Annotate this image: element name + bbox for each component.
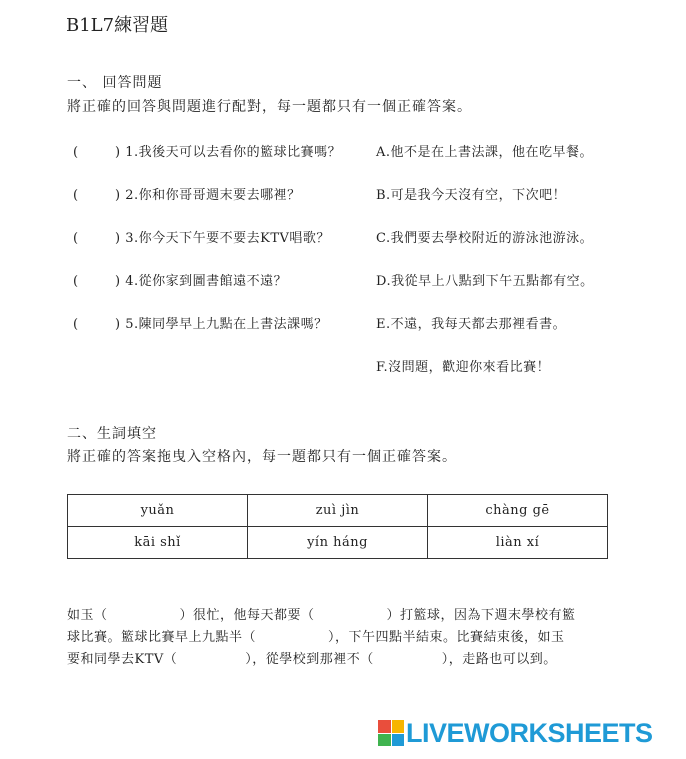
- passage-text: 要和同學去KTV（: [67, 652, 178, 667]
- question-4-text: 4.從你家到圖書館遠不遠？: [125, 274, 288, 289]
- section2-heading: 二、生詞填空: [67, 426, 157, 442]
- answer-slot-2-open[interactable]: (: [73, 188, 79, 203]
- answer-slot-5-open[interactable]: (: [73, 317, 79, 332]
- question-2: [73, 184, 301, 203]
- passage-line-3: [67, 648, 557, 667]
- question-1-text: 1.我後天可以去看你的籃球比賽嗎？: [125, 145, 342, 160]
- section1-heading: 一、 回答問題: [67, 75, 163, 91]
- logo-mark-icon: [378, 720, 404, 746]
- logo-square: [392, 734, 405, 747]
- logo-text: LIVEWORKSHEETS: [406, 717, 653, 748]
- word-bank-table: [67, 494, 608, 559]
- word-bank-item[interactable]: chàng gē: [428, 495, 608, 527]
- answer-slot-4-close: ): [115, 274, 121, 289]
- passage-text: ），走路也可以到。: [441, 652, 557, 667]
- question-4: [73, 270, 287, 289]
- answer-slot-5-close: ): [115, 317, 121, 332]
- passage-text: 球比賽。籃球比賽早上九點半（: [67, 630, 257, 645]
- passage-text: ），下午四點半結束。比賽結束後，如玉: [328, 630, 565, 645]
- word-bank-item[interactable]: yín háng: [248, 527, 428, 559]
- word-bank-row: [68, 495, 608, 527]
- word-bank-item[interactable]: liàn xí: [428, 527, 608, 559]
- liveworksheets-logo: [378, 718, 653, 748]
- question-5: [73, 313, 328, 332]
- answer-a: A.他不是在上書法課，他在吃早餐。: [376, 145, 594, 160]
- question-3-text: 3.你今天下午要不要去KTV唱歌？: [125, 231, 330, 246]
- passage-line-1: [67, 604, 576, 623]
- passage-text: ），從學校到那裡不（: [245, 652, 374, 667]
- answer-slot-3-open[interactable]: (: [73, 231, 79, 246]
- question-5-text: 5.陳同學早上九點在上書法課嗎？: [125, 317, 328, 332]
- answer-slot-1-close: ): [115, 145, 121, 160]
- passage-text: ）打籃球，因為下週末學校有籃: [386, 608, 576, 623]
- answer-e: E.不遠，我每天都去那裡看書。: [376, 317, 567, 332]
- answer-slot-3-close: ): [115, 231, 121, 246]
- passage-text: ）很忙，他每天都要（: [179, 608, 315, 623]
- section1-instruction: 將正確的回答與問題進行配對，每一題都只有一個正確答案。: [67, 99, 472, 115]
- question-3: [73, 227, 330, 246]
- question-1: [73, 141, 341, 160]
- word-bank-item[interactable]: kāi shǐ: [68, 527, 248, 559]
- answer-d: D.我從早上八點到下午五點都有空。: [376, 274, 594, 289]
- passage-line-2: [67, 626, 565, 645]
- word-bank-item[interactable]: zuì jìn: [248, 495, 428, 527]
- section2-instruction: 將正確的答案拖曳入空格內，每一題都只有一個正確答案。: [67, 449, 457, 465]
- answer-b: B.可是我今天沒有空，下次吧！: [376, 188, 567, 203]
- logo-square: [378, 734, 391, 747]
- worksheet-title: B1L7練習題: [66, 15, 169, 36]
- word-bank-row: [68, 527, 608, 559]
- question-2-text: 2.你和你哥哥週末要去哪裡？: [125, 188, 301, 203]
- answer-slot-1-open[interactable]: (: [73, 145, 79, 160]
- answer-slot-2-close: ): [115, 188, 121, 203]
- answer-c: C.我們要去學校附近的游泳池游泳。: [376, 231, 594, 246]
- logo-square: [378, 720, 391, 733]
- word-bank-item[interactable]: yuǎn: [68, 495, 248, 527]
- answer-slot-4-open[interactable]: (: [73, 274, 79, 289]
- answer-f: F.沒問題，歡迎你來看比賽！: [376, 360, 551, 375]
- passage-text: 如玉（: [67, 608, 108, 623]
- logo-square: [392, 720, 405, 733]
